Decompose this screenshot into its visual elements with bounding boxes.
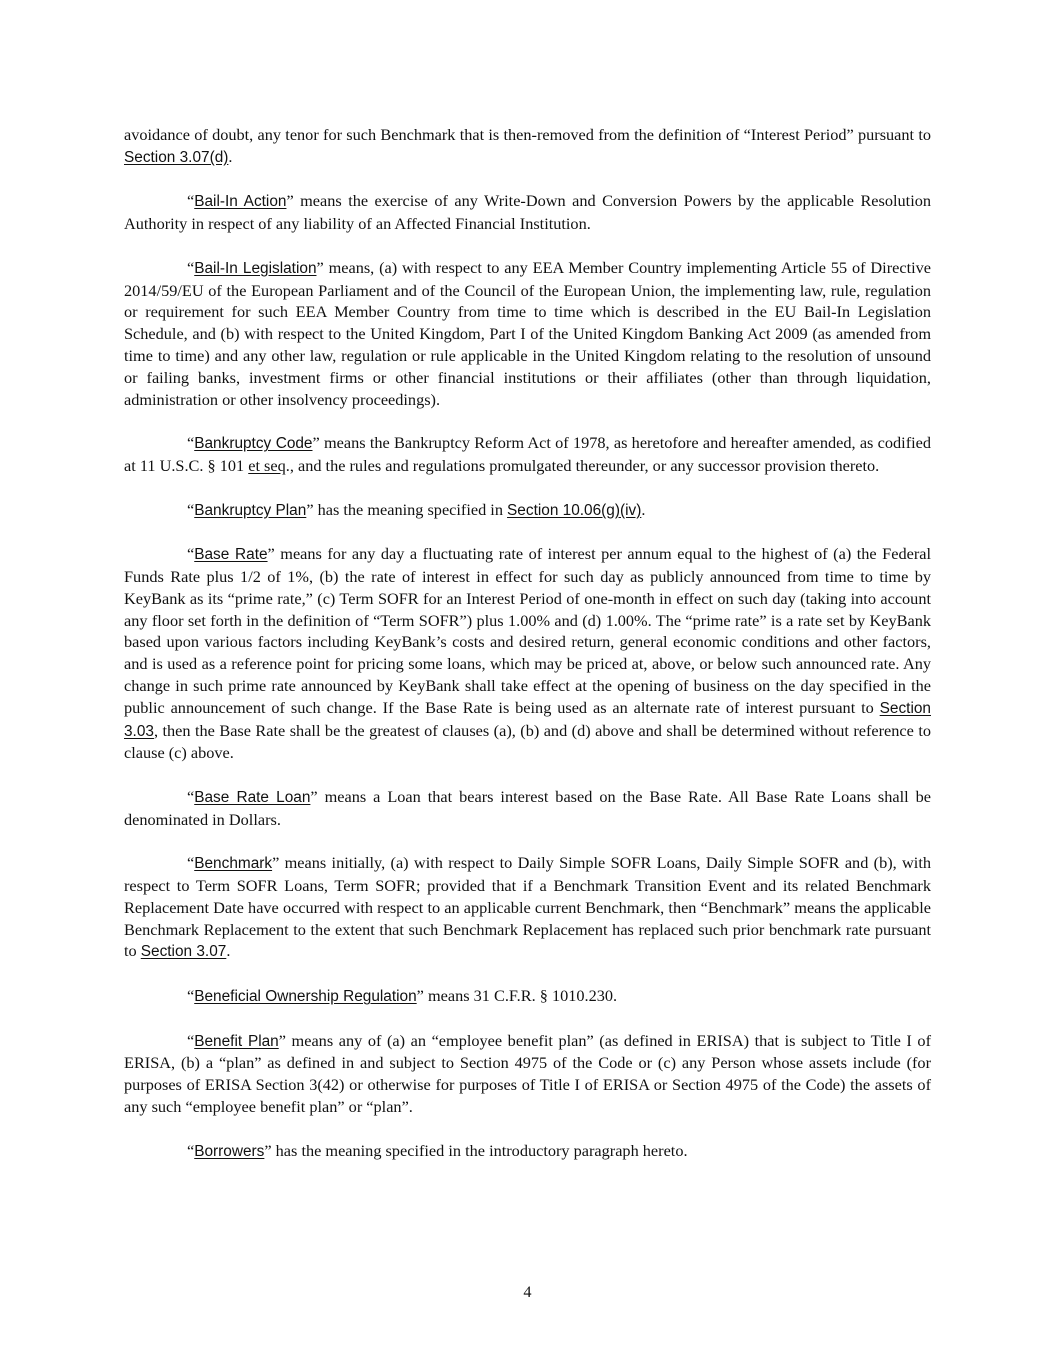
open-quote: “: [187, 433, 195, 453]
definition-text: ” means a Loan that bears interest based on the Base Rate. All Base Rate Loans shall be denominated in Dollars.: [124, 786, 931, 829]
definition-beneficial-ownership-regulation: [124, 985, 931, 1008]
definition-borrowers: [124, 1140, 931, 1163]
open-quote: “: [187, 986, 195, 1006]
definition-bankruptcy-code: [124, 432, 931, 477]
defined-term: Bail-In Action: [194, 193, 287, 211]
open-quote: “: [187, 1030, 195, 1050]
definition-text: ” means the exercise of any Write-Down and Conversion Powers by the applicable Resolution Authority in respect of any liability of an Affected Financial Institution.: [124, 191, 931, 234]
open-quote: “: [187, 257, 195, 277]
open-quote: “: [187, 544, 195, 564]
definition-bail-in-action: [124, 190, 931, 235]
paragraph-text: .: [228, 146, 233, 166]
definition-bankruptcy-plan: [124, 499, 931, 522]
defined-term: Beneficial Ownership Regulation: [194, 988, 417, 1006]
definition-text: ” has the meaning specified in the introductory paragraph hereto.: [264, 1140, 688, 1160]
paragraph-interest-period-continuation: [124, 124, 931, 169]
definition-text: ” has the meaning specified in: [306, 499, 508, 519]
et-seq-text: et seq: [248, 455, 286, 475]
definition-text: ” means initially, (a) with respect to Daily Simple SOFR Loans, Daily Simple SOFR and (b), with respect to Term SOFR Loans, Term SOFR; provided that if a Benchmark Transition Event and its related Benchmark Replacement Date have occurred with respect to an applicable current Benchmark, then “Benchmark” means the applicable Benchmark Replacement to the extent that such Benchmark Replacement has replaced such prior benchmark rate pursuant to: [124, 853, 931, 961]
page-number: 4: [523, 1282, 532, 1301]
definition-text: , then the Base Rate shall be the greatest of clauses (a), (b) and (d) above and shall be determined without reference to clause (c) above.: [124, 720, 931, 763]
defined-term: Bail-In Legislation: [194, 259, 317, 277]
defined-term: Bankruptcy Plan: [194, 501, 307, 519]
definition-text: ” means, (a) with respect to any EEA Member Country implementing Article 55 of Directive 2014/59/EU of the European Parliament and of the Council of the European Union, the implementing law, rule, regulation or requirement for such EEA Member Country from time to time which is described in the EU Bail-In Legislation Schedule, and (b) with respect to the United Kingdom, Part I of the United Kingdom Banking Act 2009 (as amended from time to time) and any other law, regulation or rule applicable in the United Kingdom relating to the resolution of unsound or failing banks, investment firms or other financial institutions or their affiliates (other than through liquidation, administration or other insolvency proceedings).: [124, 257, 931, 409]
section-reference: Section 3.07(d): [124, 148, 229, 166]
definition-text: ” means the Bankruptcy Reform Act of 1978, as heretofore and hereafter amended, as codified at 11 U.S.C. § 101: [124, 433, 932, 475]
defined-term: Benchmark: [194, 855, 273, 873]
paragraph-text: avoidance of doubt, any tenor for such Benchmark that is then-removed from the definition of “Interest Period” pursuant to: [124, 125, 931, 144]
defined-term: Benefit Plan: [194, 1032, 279, 1050]
definition-text: .: [641, 499, 646, 519]
definition-base-rate-loan: [124, 786, 931, 831]
document-body: [124, 124, 931, 1184]
definition-benefit-plan: [124, 1030, 931, 1118]
open-quote: “: [187, 499, 195, 519]
section-reference: Section 10.06(g)(iv): [507, 501, 642, 519]
definition-text: ” means 31 C.F.R. § 1010.230.: [416, 986, 618, 1006]
defined-term: Borrowers: [194, 1142, 265, 1160]
defined-term: Base Rate Loan: [194, 788, 311, 806]
definition-base-rate: [124, 543, 931, 764]
definition-bail-in-legislation: [124, 257, 931, 411]
definition-text: .: [226, 941, 231, 961]
defined-term: Base Rate: [194, 546, 268, 564]
defined-term: Bankruptcy Code: [194, 435, 313, 453]
section-reference: Section 3.03: [124, 699, 931, 740]
open-quote: “: [187, 853, 195, 873]
open-quote: “: [187, 191, 195, 211]
open-quote: “: [187, 1140, 195, 1160]
definition-benchmark: [124, 852, 931, 963]
definition-text: ” means any of (a) an “employee benefit plan” (as defined in ERISA) that is subject to Title I of ERISA, (b) a “plan” as defined in and subject to Section 4975 of the Code or (c) any Person whose assets include (for purposes of ERISA Section 3(42) or otherwise for purposes of Title I of ERISA or Section 4975 of the Code) the assets of any such “employee benefit plan” or “plan”.: [124, 1030, 931, 1117]
definition-text: ., and the rules and regulations promulgated thereunder, or any successor provision thereto.: [285, 455, 880, 475]
definition-text: ” means for any day a fluctuating rate of interest per annum equal to the highest of (a) the Federal Funds Rate plus 1/2 of 1%, (b) the rate of interest in effect for such day as publicly announced from time to time by KeyBank as its “prime rate,” (c) Term SOFR for an Interest Period of one-month in effect on such day (taking into account any floor set forth in the definition of “Term SOFR”) plus 1.00% and (d) 1.00%. The “prime rate” is a rate set by KeyBank based upon various factors including KeyBank’s costs and desired return, general economic conditions and other factors, and is used as a reference point for pricing some loans, which may be priced at, above, or below such announced rate. Any change in such prime rate announced by KeyBank shall take effect at the opening of business on the day specified in the public announcement of such change. If the Base Rate is being used as an alternate rate of interest pursuant to: [124, 544, 931, 717]
section-reference: Section 3.07: [140, 943, 227, 961]
open-quote: “: [187, 786, 195, 806]
